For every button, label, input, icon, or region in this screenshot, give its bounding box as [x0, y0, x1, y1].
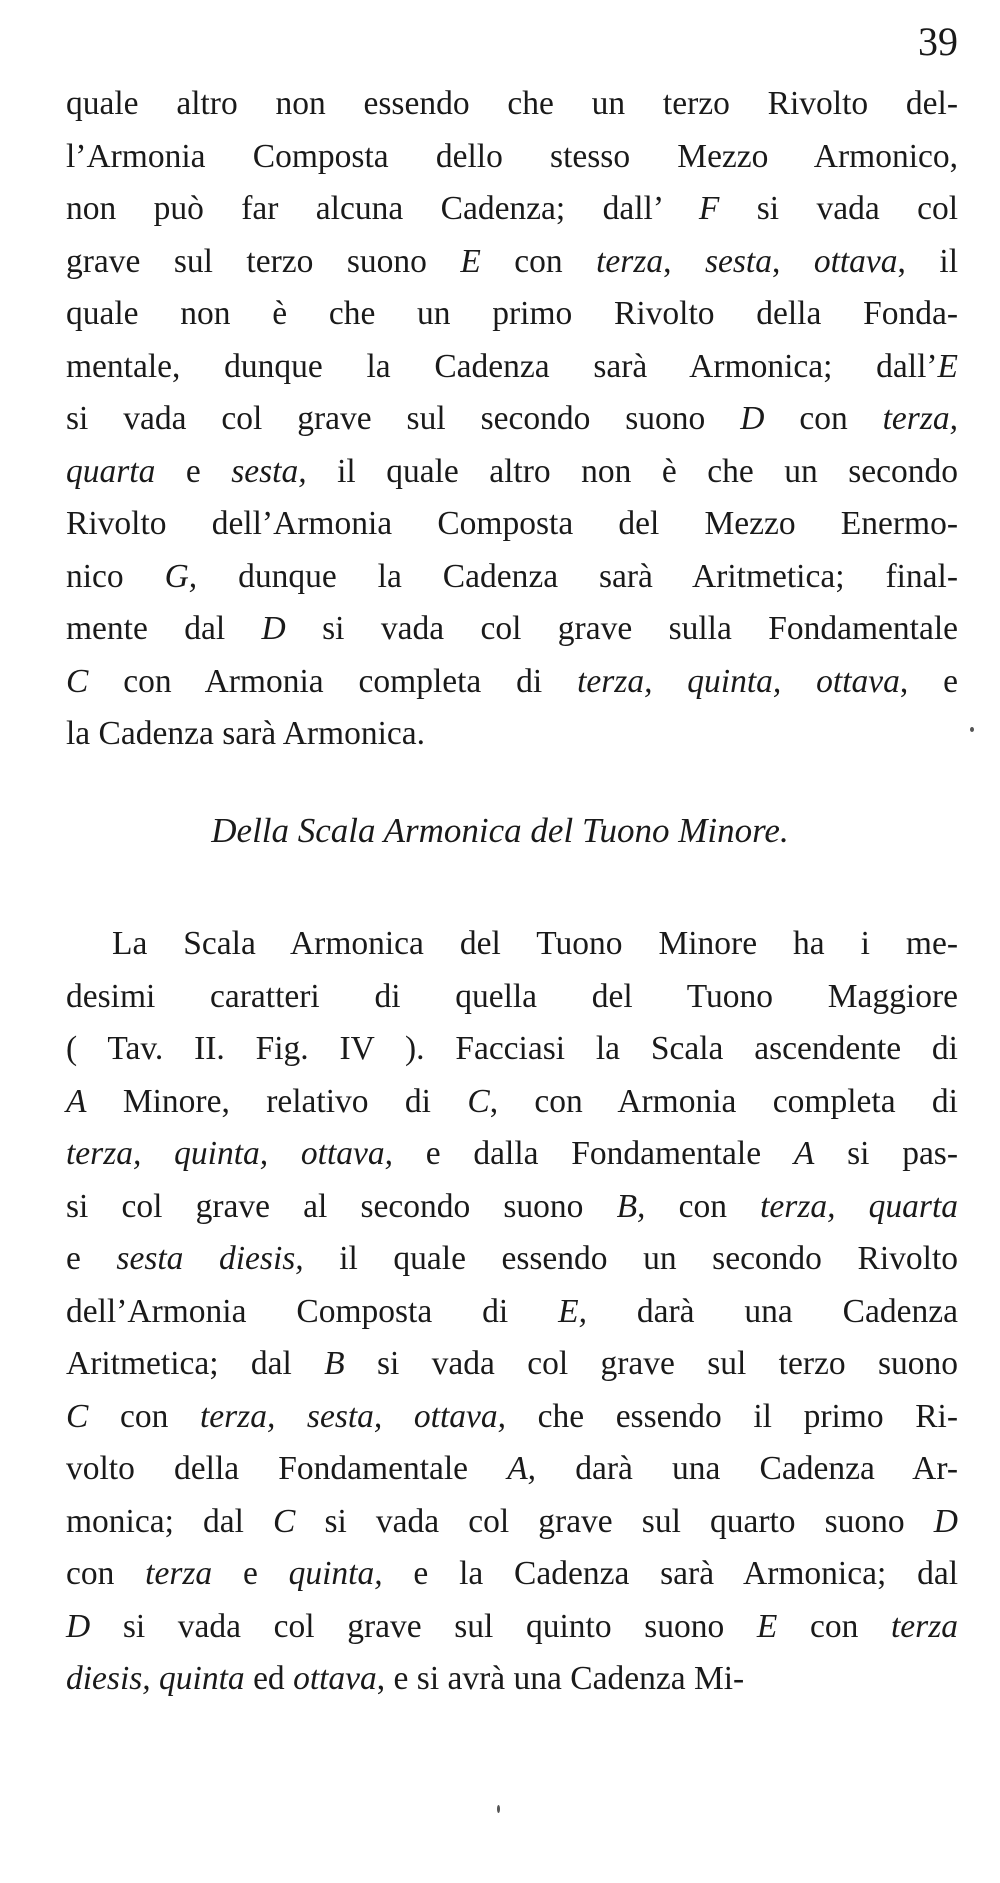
text-line [66, 1181, 958, 1234]
text-run: nico [66, 557, 165, 595]
text-run: dell’Armonia Composta di [66, 1292, 559, 1330]
text-run: si vada col [719, 190, 958, 227]
text-run: mente dal [66, 610, 262, 647]
italic-text: ottava [813, 242, 898, 280]
text-line [66, 1076, 958, 1129]
text-line [66, 1496, 958, 1549]
italic-text: terza [596, 242, 664, 280]
text-run: Minore, relativo di [86, 1082, 468, 1120]
text-run: il quale essendo un secondo Rivolto [303, 1240, 959, 1277]
italic-text: E [460, 242, 481, 280]
text-run: , [663, 242, 705, 280]
text-run: che essendo il primo Ri- [506, 1397, 958, 1435]
text-run: darà una Cadenza [586, 1292, 958, 1330]
italic-text: terza, sesta, ottava, [199, 1397, 506, 1435]
italic-text: D [740, 400, 765, 437]
text-line [66, 918, 958, 971]
text-run: mentale, dunque la Cadenza sarà Armonica; dall’ [66, 347, 938, 385]
text-line [66, 288, 958, 341]
text-run: Rivolto dell’Armonia Composta del Mezzo Enermo- [66, 505, 958, 542]
text-run: volto della Fondamentale [66, 1450, 508, 1487]
italic-text: F [698, 190, 720, 227]
italic-text: sesta, [231, 452, 307, 490]
paragraph-continued [66, 78, 958, 761]
text-run: grave sul terzo suono [66, 242, 461, 280]
text-line [66, 551, 958, 604]
text-run: e dalla Fondamentale [393, 1135, 794, 1172]
text-line [66, 183, 958, 236]
text-line [66, 498, 958, 551]
italic-text: E [756, 1607, 778, 1645]
text-line [66, 1128, 958, 1181]
text-run: con [764, 400, 883, 437]
text-run: si col grave al secondo suono [66, 1187, 617, 1225]
text-run: , e si avrà una Cadenza Mi- [376, 1660, 745, 1697]
italic-text: C [66, 1397, 89, 1435]
italic-text: E [937, 347, 958, 385]
text-run: con [645, 1187, 761, 1225]
text-run: si vada col grave sul terzo suono [344, 1345, 958, 1382]
text-line [66, 1338, 958, 1391]
text-run: quale altro non essendo che un terzo Rivolto del- [66, 85, 958, 122]
text-line [66, 236, 958, 289]
text-run: darà una Cadenza Ar- [536, 1450, 958, 1487]
text-line [66, 1391, 958, 1444]
text-run: con Armonia completa di [88, 662, 578, 700]
text-run: si vada col grave sul secondo suono [66, 400, 741, 437]
italic-text: terza, quinta, ottava [577, 662, 900, 700]
text-run: monica; dal [66, 1502, 274, 1540]
italic-text: C [273, 1502, 296, 1540]
text-run: si vada col grave sul quinto suono [90, 1607, 757, 1645]
italic-text: B, [616, 1187, 646, 1225]
italic-text: D [261, 610, 286, 647]
text-run: ed [244, 1660, 294, 1697]
italic-text: quarta [66, 452, 156, 490]
text-run: e [212, 1555, 289, 1592]
text-line [66, 131, 958, 184]
text-line [66, 1233, 958, 1286]
print-speck [497, 1805, 500, 1813]
text-run: Aritmetica; dal [66, 1345, 325, 1382]
text-run: con [88, 1397, 200, 1435]
text-run: si vada col grave sulla Fondamentale [285, 610, 958, 647]
italic-text: D [933, 1502, 958, 1540]
italic-text: terza [891, 1607, 958, 1645]
text-run: e [155, 452, 232, 490]
italic-text: terza [145, 1555, 213, 1592]
italic-text: C [66, 662, 89, 700]
text-line [66, 971, 958, 1024]
page-number: 39 [918, 19, 958, 64]
italic-text: diesis, quinta [66, 1660, 245, 1697]
italic-text: A, [507, 1450, 537, 1487]
text-run: la Cadenza sarà Armonica. [66, 715, 426, 752]
text-run: quale non è che un primo Rivolto della Fonda- [66, 295, 958, 332]
italic-text: sesta [704, 242, 772, 280]
text-run: La Scala Armonica del Tuono Minore ha i me- [112, 925, 958, 962]
text-line [66, 1286, 958, 1339]
text-line [66, 656, 958, 709]
text-run: l’Armonia Composta dello stesso Mezzo Armonico, [66, 137, 958, 175]
text-run: , e [899, 662, 958, 700]
text-line [66, 341, 958, 394]
italic-text: E, [558, 1292, 587, 1330]
text-line [66, 1601, 958, 1654]
italic-text: D [66, 1607, 91, 1645]
text-line [66, 1023, 958, 1076]
italic-text: quinta, [288, 1555, 383, 1592]
text-run: non può far alcuna Cadenza; dall’ [66, 190, 699, 227]
section-heading: Della Scala Armonica del Tuono Minore. [211, 811, 789, 850]
text-run: e la Cadenza sarà Armonica; dal [382, 1555, 958, 1592]
text-run: dunque la Cadenza sarà Aritmetica; final- [197, 557, 958, 595]
text-line [66, 708, 958, 761]
text-line [66, 1548, 958, 1601]
italic-text: terza, quarta [760, 1187, 958, 1225]
text-line [66, 1653, 958, 1706]
text-run: con [66, 1555, 146, 1592]
text-run: si pas- [814, 1135, 958, 1172]
text-run: , il [897, 242, 959, 280]
text-line [66, 1443, 958, 1496]
text-line [66, 446, 958, 499]
text-line [66, 393, 958, 446]
italic-text: sesta diesis, [116, 1240, 304, 1277]
italic-text: A [793, 1135, 815, 1172]
text-run: con [777, 1607, 891, 1645]
italic-text: A [66, 1082, 87, 1120]
italic-text: C [467, 1082, 490, 1120]
paragraph-scala-minore [66, 918, 958, 1706]
text-run: ( Tav. II. Fig. IV ). Facciasi la Scala ascendente di [66, 1030, 958, 1067]
text-line [66, 603, 958, 656]
italic-text: terza, quinta, ottava, [66, 1135, 394, 1172]
italic-text: G, [164, 557, 198, 595]
italic-text: B [324, 1345, 345, 1382]
text-run: si vada col grave sul quarto suono [295, 1502, 934, 1540]
text-run: , con Armonia completa di [489, 1082, 958, 1120]
text-run: con [480, 242, 597, 280]
italic-text: ottava [293, 1660, 377, 1697]
text-run: e [66, 1240, 117, 1277]
text-run: il quale altro non è che un secondo [306, 452, 959, 490]
text-line [66, 78, 958, 131]
italic-text: terza, [882, 400, 958, 437]
text-run: desimi caratteri di quella del Tuono Maggiore [66, 977, 958, 1015]
print-speck [970, 727, 974, 732]
text-run: , [771, 242, 814, 280]
